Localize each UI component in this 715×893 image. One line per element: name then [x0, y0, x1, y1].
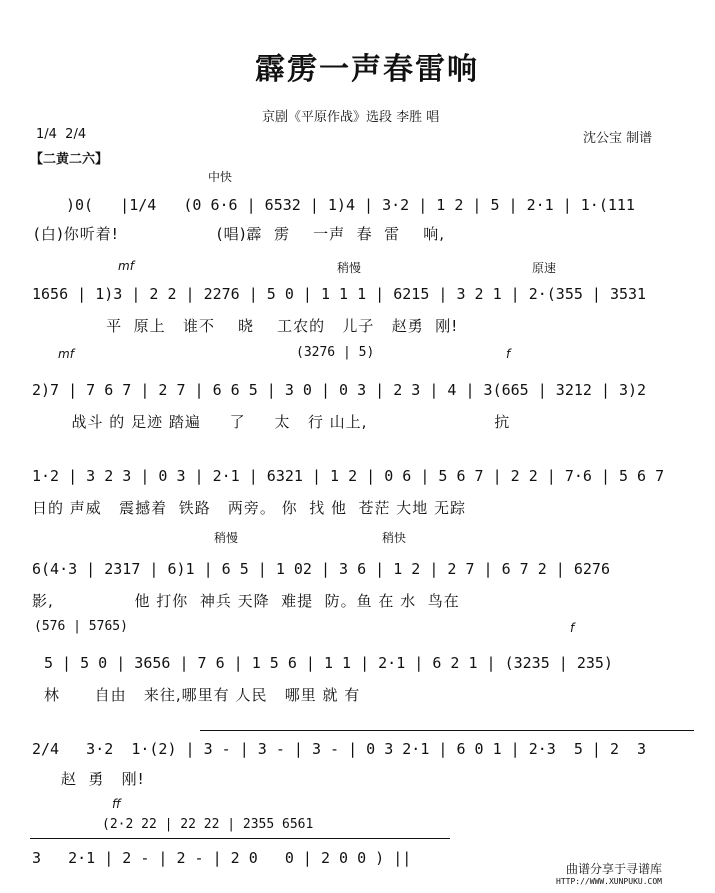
tempo-mark: 原速 — [532, 261, 557, 275]
dynamic-mark: f — [506, 347, 511, 361]
lyrics-line: 平 原上 谁不 晓 工农的 儿子 赵勇 刚! — [60, 317, 459, 335]
lyrics-line: (白)你听着! (唱)霹 雳 一声 春 雷 响, — [34, 225, 446, 243]
bracket-notes: (2·2 22 | 22 22 | 2355 6561 — [102, 817, 314, 832]
subtitle: 京剧《平原作战》选段 李胜 唱 — [262, 110, 440, 125]
tie-line — [30, 838, 450, 839]
tempo-mark: 稍慢 — [337, 261, 362, 275]
site-credit: 曲谱分享于寻谱库 — [566, 862, 663, 876]
lyrics-line: 林 自由 来往,哪里有 人民 哪里 就 有 — [44, 686, 361, 704]
notation-line: 1·2 | 3 2 3 | 0 3 | 2·1 | 6321 | 1 2 | 0 6 | 5 6 7 | 2 2 | 7·6 | 5 6 7 — [32, 467, 665, 485]
dynamic-mark: mf — [118, 259, 134, 273]
meter: 1/4 2/4 — [36, 127, 87, 142]
dynamic-mark: f — [570, 621, 575, 635]
notation-line: 3 2·1 | 2 - | 2 - | 2 0 0 | 2 0 0 ) || — [32, 849, 412, 867]
bracket-notes: (576 | 5765) — [34, 619, 128, 634]
tempo-mark: 中快 — [208, 170, 233, 184]
tie-line — [200, 730, 694, 731]
dynamic-mark: ff — [112, 797, 121, 811]
bracket-notes: (3276 | 5) — [296, 345, 375, 360]
notation-line: 2/4 3·2 1·(2) | 3 - | 3 - | 3 - | 0 3 2·1 | 6 0 1 | 2·3 5 | 2 3 — [32, 740, 647, 758]
notation-line: 2)7 | 7 6 7 | 2 7 | 6 6 5 | 3 0 | 0 3 | 2 3 | 4 | 3(665 | 3212 | 3)2 — [32, 381, 647, 399]
tempo-mark: 稍慢 — [214, 531, 239, 545]
lyrics-line: 赵 勇 刚! — [32, 770, 145, 788]
site-url: HTTP://WWW.XUNPUKU.COM — [556, 877, 662, 886]
notation-line: 5 | 5 0 | 3656 | 7 6 | 1 5 6 | 1 1 | 2·1 | 6 2 1 | (3235 | 235) — [44, 654, 613, 672]
mode-label: 【二黄二六】 — [30, 152, 109, 167]
lyrics-line: 影, 他 打你 神兵 天降 难提 防。鱼 在 水 鸟在 — [32, 592, 460, 610]
notation-line: )0( |1/4 (0 6·6 | 6532 | 1)4 | 3·2 | 1 2 | 5 | 2·1 | 1·(111 — [66, 196, 635, 214]
lyrics-line: 战斗 的 足迹 踏遍 了 太 行 山上, 抗 — [60, 413, 511, 431]
credit: 沈公宝 制谱 — [583, 131, 653, 146]
notation-line: 1656 | 1)3 | 2 2 | 2276 | 5 0 | 1 1 1 | 6215 | 3 2 1 | 2·(355 | 3531 — [32, 285, 647, 303]
tempo-mark: 稍快 — [382, 531, 407, 545]
dynamic-mark: mf — [58, 347, 74, 361]
notation-line: 6(4·3 | 2317 | 6)1 | 6 5 | 1 02 | 3 6 | 1 2 | 2 7 | 6 7 2 | 6276 — [32, 560, 610, 578]
page-title: 霹雳一声春雷响 — [255, 52, 479, 87]
lyrics-line: 日的 声威 震撼着 铁路 两旁。 你 找 他 苍茫 大地 无踪 — [32, 499, 467, 517]
